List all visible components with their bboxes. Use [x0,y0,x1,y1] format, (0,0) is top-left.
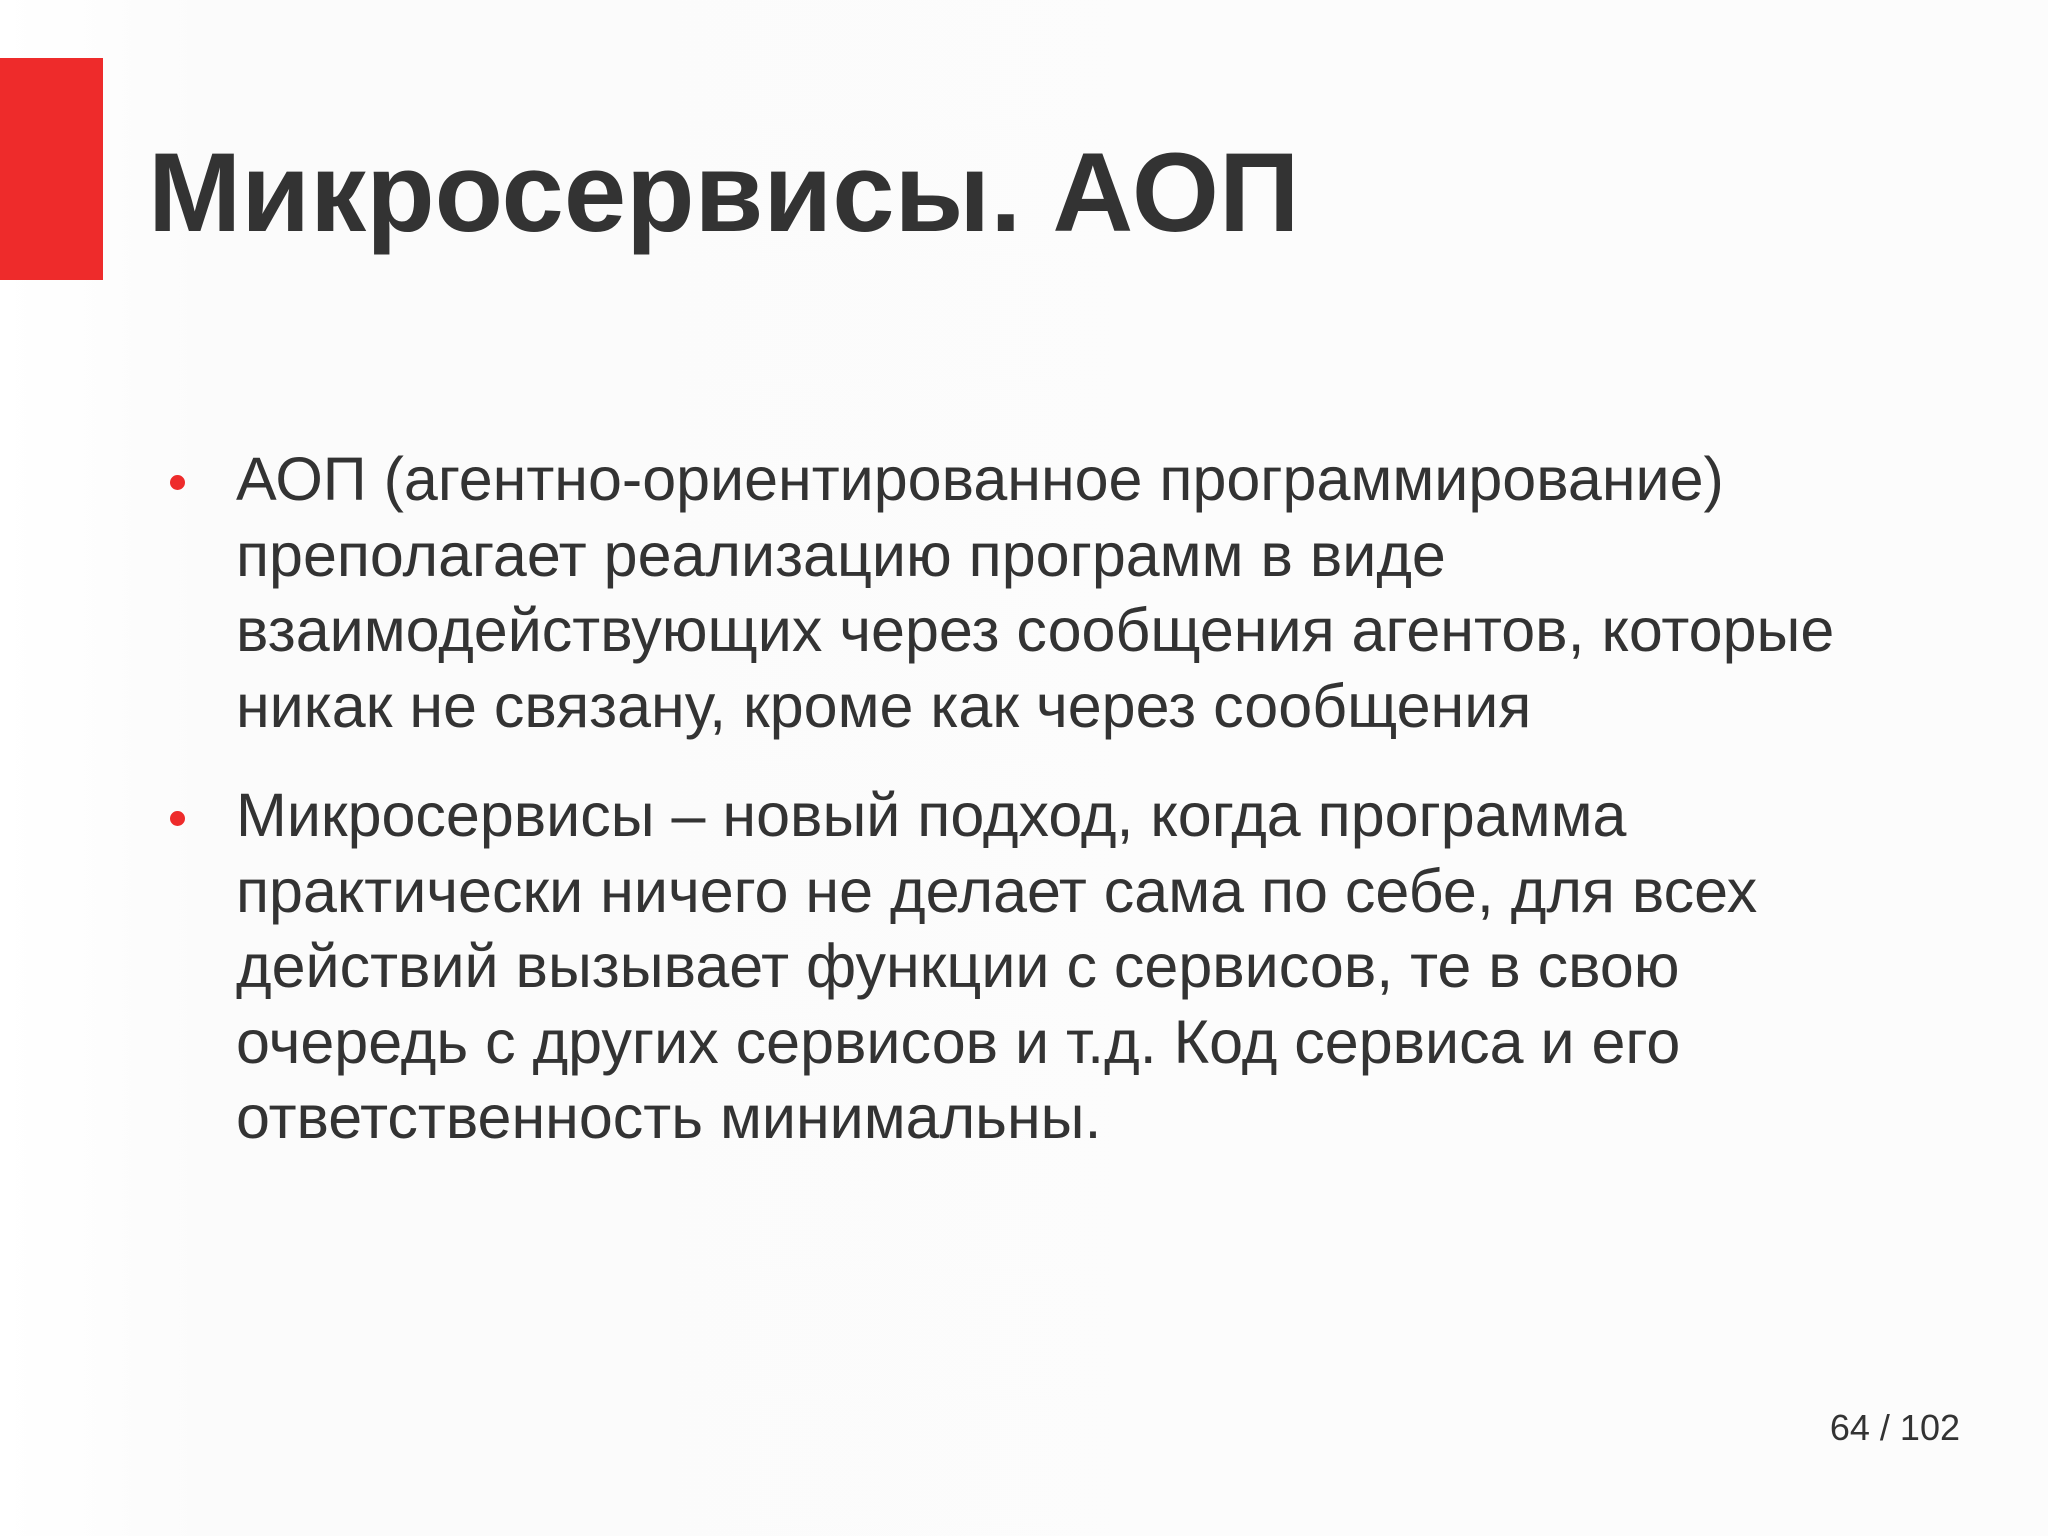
bullet-list [166,442,1926,1190]
page-number: 64 / 102 [1829,1407,1960,1448]
bullet-item [166,442,1926,744]
bullet-dot-icon [170,811,185,826]
title-accent-bar [0,58,103,280]
bullet-item [166,778,1926,1156]
bullet-text: АОП (агентно-ориентированное программирование) преполагает реализацию программ в виде взаимодействующих через сообщения агентов, которые никак не связану, кроме как через сообщения [236,445,1835,740]
slide-title: Микросервисы. АОП [148,130,1300,255]
bullet-text: Микросервисы – новый подход, когда программа практически ничего не делает сама по себе, для всех действий вызывает функции с сервисов, те в свою очередь с других сервисов и т.д. Код сервиса и его ответственность минимальны. [236,781,1758,1151]
bullet-dot-icon [170,475,185,490]
